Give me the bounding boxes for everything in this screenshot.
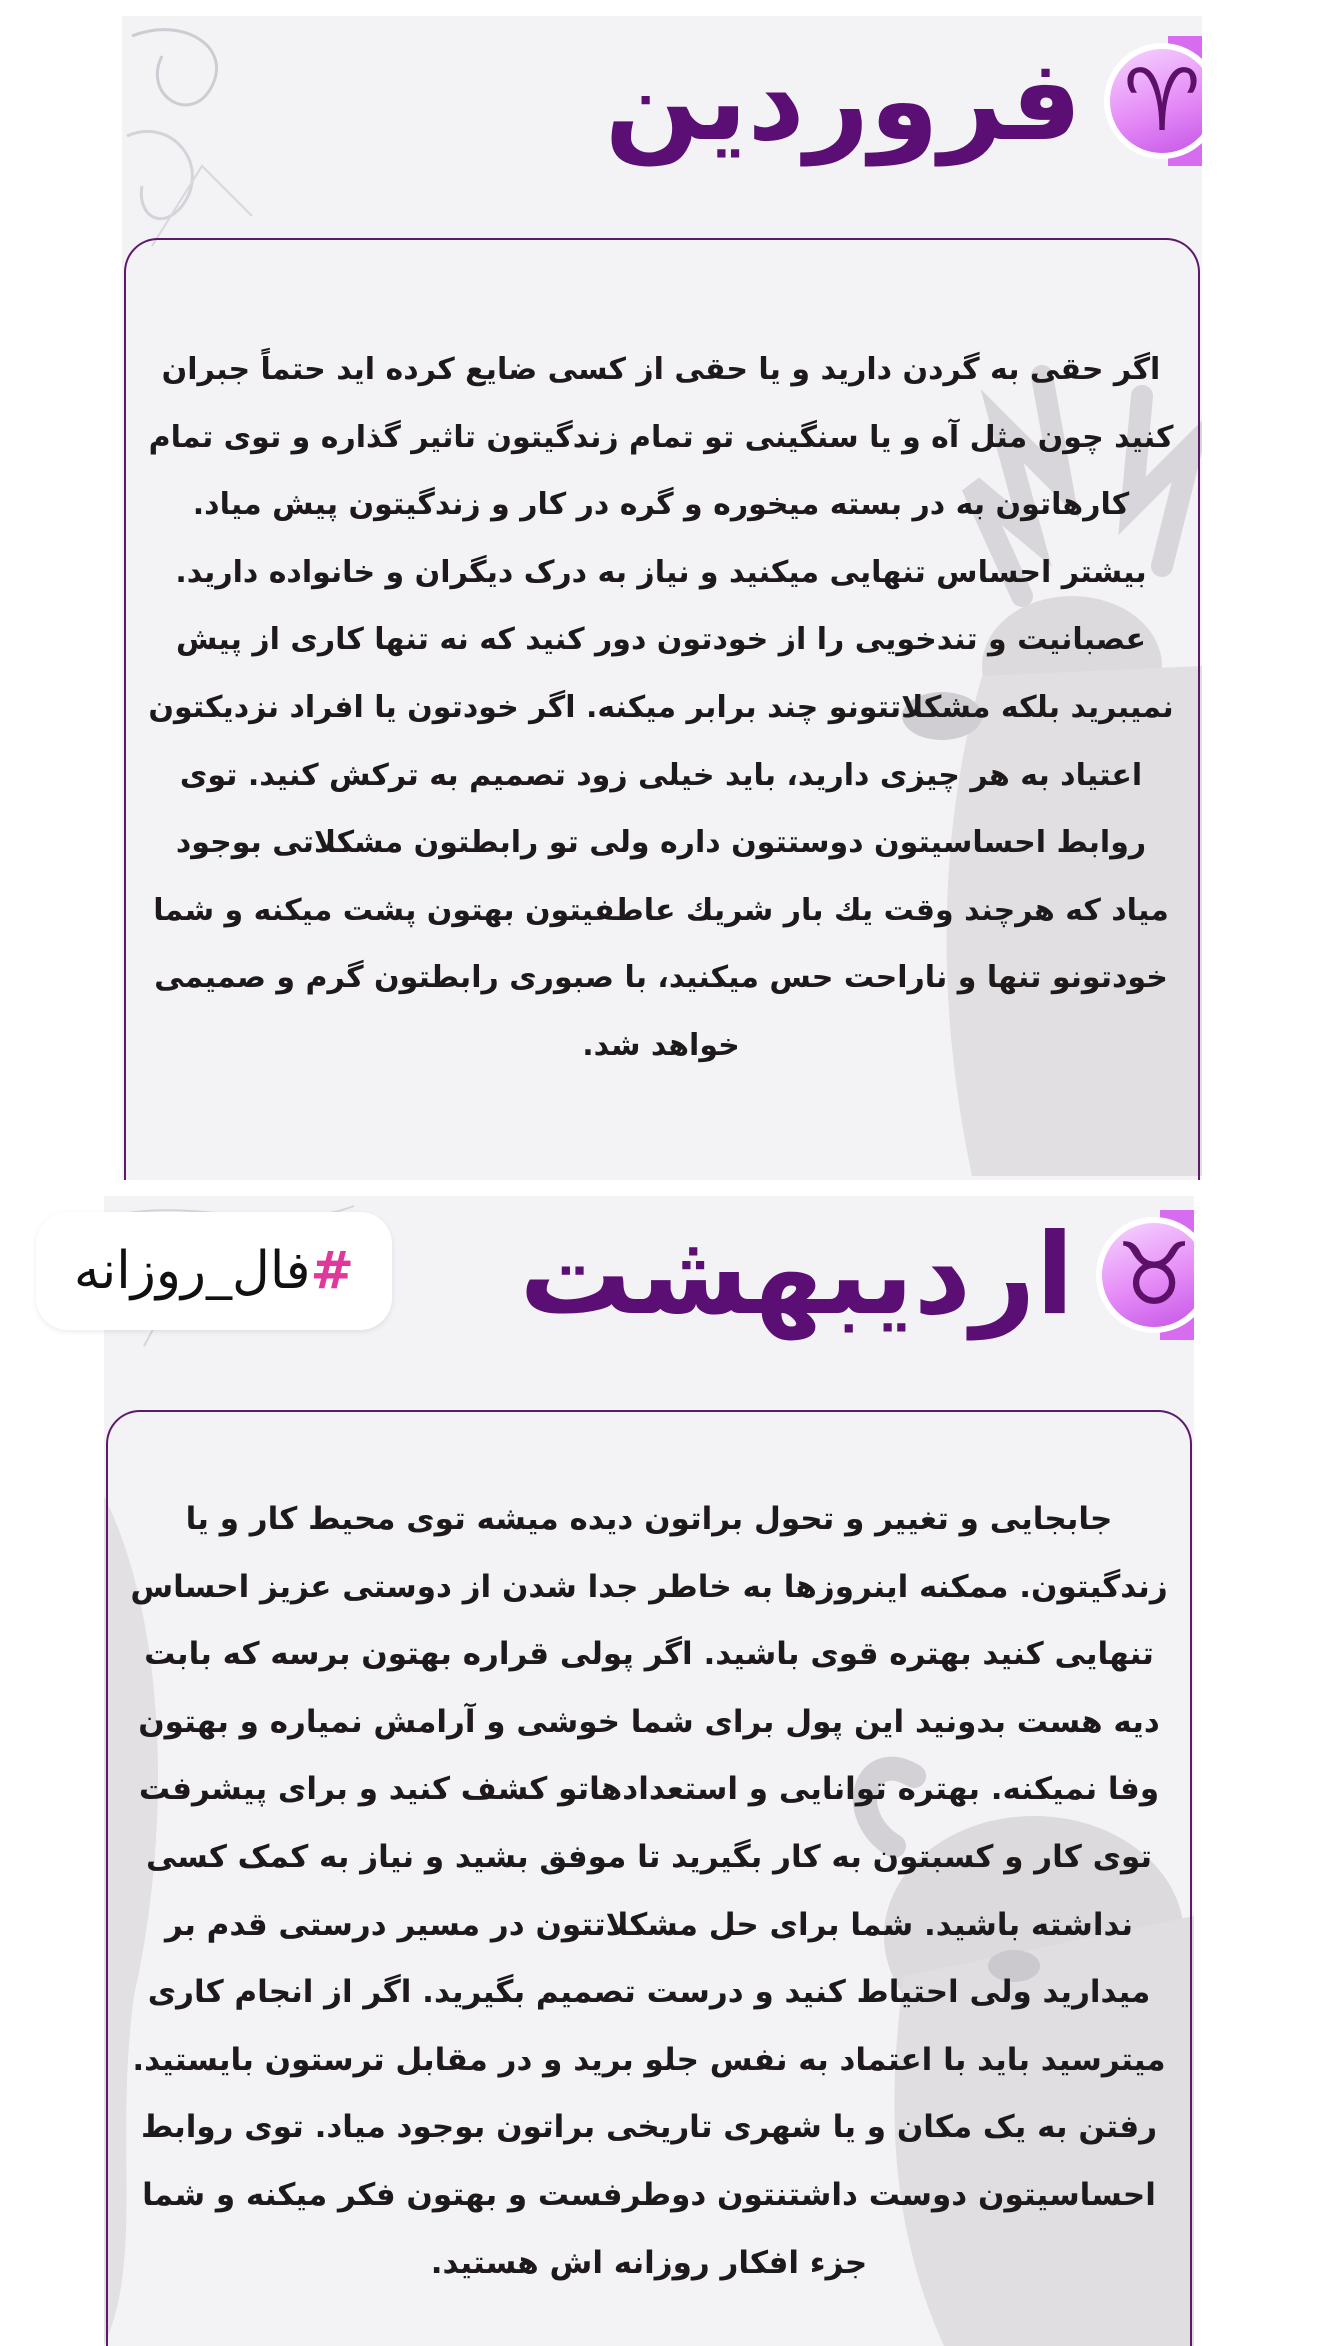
month-title: اردیبهشت	[519, 1210, 1074, 1340]
sketch-decoration-icon	[122, 16, 282, 256]
taurus-symbol-icon: ♉	[1096, 1217, 1194, 1333]
horoscope-text: جابجایی و تغییر و تحول براتون دیده میشه توی محیط کار و یا زندگیتون. ممکنه اینروزها به خاطر جدا شدن از دوستی عزیز احساس تنهایی کنید بهتره قوی باشید. اگر پولی قراره بهتون برسه که بابت دیه هست بدونید این پول برای شما خوشی و آرامش نمیاره و بهتون وفا نمیکنه. بهتره توانایی و استعدادهاتو کشف کنید و برای پیشرفت توی کار و کسبتون به کار بگیرید تا موفق بشید و نیاز به کمک کسی نداشته باشید. شما برای حل مشکلاتتون در مسیر درستی قدم بر میدارید ولی احتیاط کنید و درست تصمیم بگیرید. اگر از انجام کاری میترسید باید با اعتماد به نفس جلو برید و در مقابل ترستون بایستید. رفتن به یک مکان و یا شهری تاریخی براتون بوجود میاد. توی روابط احساسیتون دوست داشتنتون دوطرفست و بهتون فکر میکنه و شما جزء افکار روزانه اش هستید.	[130, 1501, 1168, 2281]
hashtag-sticker[interactable]	[36, 1212, 392, 1330]
farvardin-section	[122, 16, 1202, 1180]
month-title: فروردین	[604, 36, 1082, 166]
horoscope-text: اگر حقی به گردن دارید و یا حقی از کسی ضایع کرده اید حتماً جبران کنید چون مثل آه و یا سنگینی تو تمام زندگیتون تاثیر گذاره و توی تمام کارهاتون به در بسته میخوره و گره در کار و زندگیتون پیش میاد. بیشتر احساس تنهایی میکنید و نیاز به درک دیگران و خانواده دارید. عصبانیت و تندخویی را از خودتون دور کنید که نه تنها کاری از پیش نمیبرید بلکه مشکلاتتونو چند برابر میکنه. اگر خودتون یا افراد نزدیکتون اعتیاد به هر چیزی دارید، باید خیلی زود تصمیم به ترکش کنید. توی روابط احساسیتون دوستتون داره ولی تو رابطتون مشکلاتی بوجود میاد که هرچند وقت یك بار شریك عاطفیتون بهتون پشت میکنه و شما خودتونو تنها و ناراحت حس میکنید، با صبوری رابطتون گرم و صمیمی خواهد شد.	[148, 352, 1174, 1063]
hashtag-text: فال_روزانه	[73, 1241, 311, 1301]
hashtag-symbol: #	[310, 1241, 355, 1301]
ordibehesht-header	[519, 1210, 1194, 1340]
aries-symbol-icon: ♈	[1104, 43, 1202, 159]
farvardin-header	[605, 36, 1202, 166]
ordibehesht-section	[104, 1196, 1194, 2346]
